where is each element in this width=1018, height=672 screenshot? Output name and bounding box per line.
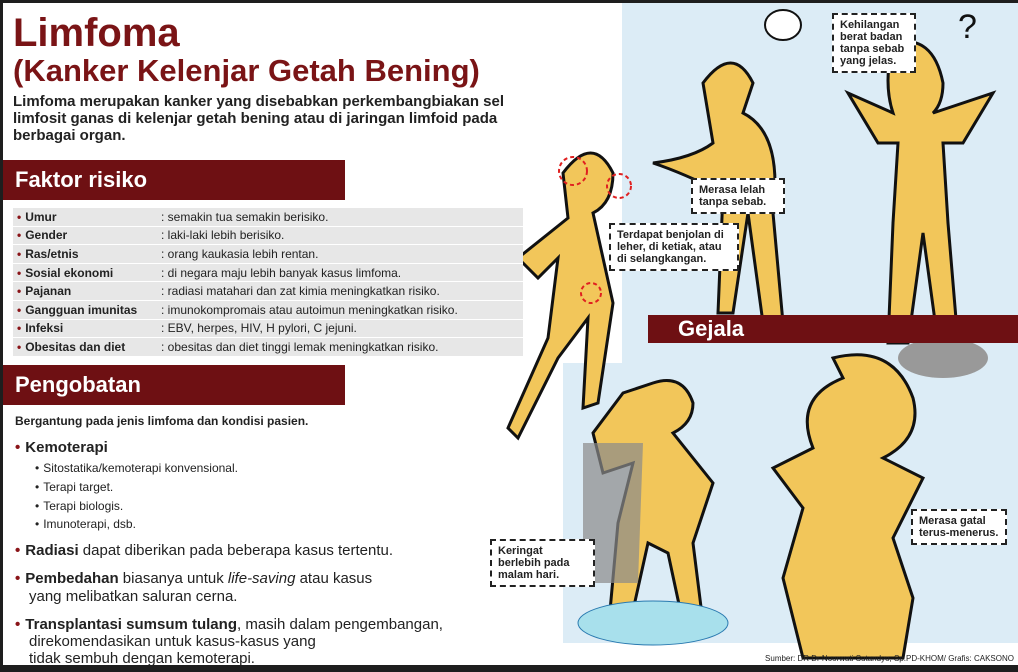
note-weight-loss: Kehilangan berat badan tanpa sebab yang jelas. <box>832 13 916 73</box>
risk-factor: • Infeksi <box>13 321 161 335</box>
risk-row <box>13 338 523 357</box>
kemo-item: • Terapi biologis. <box>35 499 123 513</box>
pembedahan-item <box>15 570 372 587</box>
radiasi-label: Radiasi <box>25 542 79 559</box>
risk-desc: : laki-laki lebih berisiko. <box>161 228 285 243</box>
risk-desc: : radiasi matahari dan zat kimia meningkatkan risiko. <box>161 284 440 299</box>
transplantasi-label: Transplantasi sumsum tulang <box>25 616 237 633</box>
risk-row <box>13 301 523 320</box>
pembedahan-italic: life-saving <box>227 570 296 587</box>
pembedahan-text: atau kasus <box>295 570 373 587</box>
risk-row <box>13 264 523 283</box>
radiasi-text: dapat diberikan pada beberapa kasus tertentu. <box>78 542 394 559</box>
risk-factor: • Umur <box>13 210 161 224</box>
figure-itch <box>773 355 923 658</box>
pembedahan-text-2: yang melibatkan saluran cerna. <box>29 588 238 605</box>
transplantasi-text-2: direkomendasikan untuk kasus-kasus yang <box>29 633 316 650</box>
risk-desc: : semakin tua semakin berisiko. <box>161 209 329 224</box>
pembedahan-label: Pembedahan <box>25 570 119 587</box>
svg-text:?: ? <box>958 8 977 46</box>
kemo-item: • Terapi target. <box>35 480 113 494</box>
risk-factor: • Gender <box>13 228 161 242</box>
note-night-sweats: Keringat berlebih pada malam hari. <box>490 539 595 587</box>
risk-desc: : obesitas dan diet tinggi lemak meningkatkan risiko. <box>161 339 439 354</box>
symptoms-heading: Gejala <box>648 315 1018 343</box>
intro-text: Limfoma merupakan kanker yang disebabkan perkembangbiakan sel limfosit ganas di kelenjar getah bening atau di jaringan limfoid pada berbagai organ. <box>13 93 505 144</box>
risk-heading: Faktor risiko <box>3 160 345 200</box>
risk-row <box>13 245 523 264</box>
risk-table <box>13 208 523 357</box>
note-fatigue: Merasa lelah tanpa sebab. <box>691 178 785 214</box>
risk-desc: : imunokompromais atau autoimun meningkatkan risiko. <box>161 302 458 317</box>
figure-lump <box>508 153 613 438</box>
kemo-item: • Imunoterapi, dsb. <box>35 517 136 531</box>
note-itching: Merasa gatal terus-menerus. <box>911 509 1007 545</box>
treatment-heading: Pengobatan <box>3 365 345 405</box>
risk-desc: : orang kaukasia lebih rentan. <box>161 246 319 261</box>
risk-factor: • Gangguan imunitas <box>13 303 161 317</box>
risk-factor: • Obesitas dan diet <box>13 340 161 354</box>
page-title: Limfoma <box>13 11 180 55</box>
kemoterapi-label: • Kemoterapi <box>15 439 108 456</box>
note-lumps: Terdapat benjolan di leher, di ketiak, atau di selangkangan. <box>609 223 739 271</box>
risk-desc: : EBV, herpes, HIV, H pylori, C jejuni. <box>161 321 357 336</box>
source-credit: Sumber: DR Dr Noorwati Sutandyo, Sp.PD-KHOM/ Grafis: CAKSONO <box>765 654 1014 663</box>
page-subtitle: (Kanker Kelenjar Getah Bening) <box>13 53 480 88</box>
transplantasi-text-3: tidak sembuh dengan kemoterapi. <box>29 650 255 665</box>
risk-factor: • Ras/etnis <box>13 247 161 261</box>
risk-factor: • Sosial ekonomi <box>13 266 161 280</box>
kemo-item: • Sitostatika/kemoterapi konvensional. <box>35 461 238 475</box>
radiasi-item <box>15 542 393 559</box>
risk-factor: • Pajanan <box>13 284 161 298</box>
figure-weightloss <box>848 41 993 343</box>
treatment-lead: Bergantung pada jenis limfoma dan kondisi pasien. <box>15 414 309 428</box>
transplantasi-item <box>15 616 443 633</box>
transplantasi-text: , masih dalam pengembangan, <box>236 616 443 633</box>
pembedahan-text: biasanya untuk <box>118 570 228 587</box>
risk-row <box>13 320 523 339</box>
risk-row <box>13 282 523 301</box>
risk-row <box>13 227 523 246</box>
risk-desc: : di negara maju lebih banyak kasus limfoma. <box>161 265 402 280</box>
infographic <box>3 3 1018 665</box>
risk-row <box>13 208 523 227</box>
